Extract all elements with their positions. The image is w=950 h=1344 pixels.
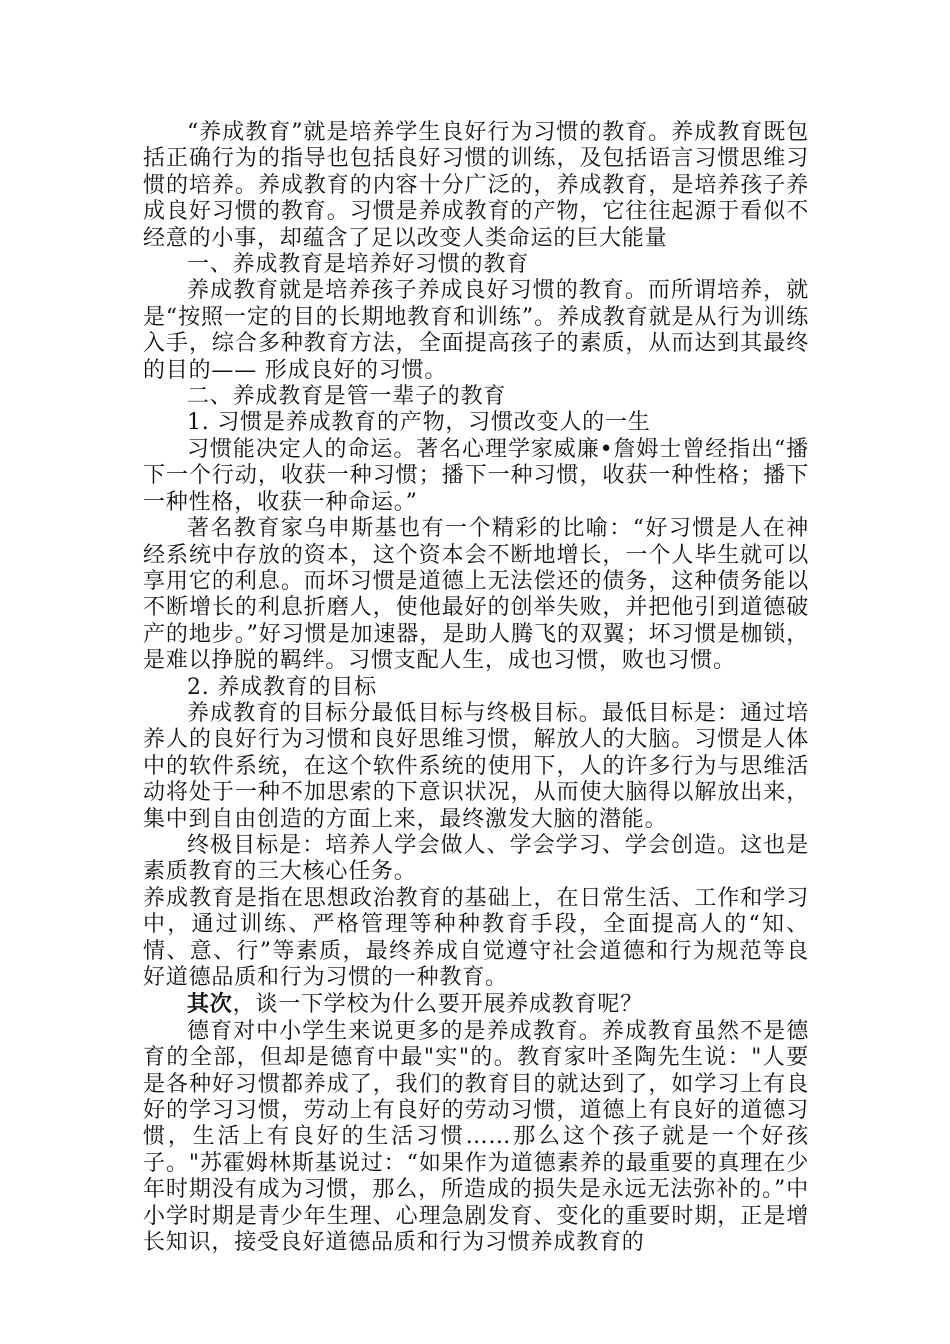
- subheading-2-1: 1. 习惯是养成教育的产物，习惯改变人的一生: [187, 410, 651, 436]
- paragraph-ultimate-goal: 终极目标是：培养人学会做人、学会学习、学会创造。这也是素质教育的三大核心任务。: [143, 832, 809, 885]
- paragraph-intro: “养成教育”就是培养学生良好行为习惯的教育。养成教育既包括正确行为的指导也包括良好习惯的训练，及包括语言习惯思维习惯的培养。养成教育的内容十分广泛的，养成教育，是培养孩子养成良好习惯的教育。习惯是养成教育的产物，它往往起源于看似不经意的小事，却蕴含了足以改变人类命运的巨大能量: [143, 120, 809, 251]
- paragraph-moral-education: 德育对中小学生来说更多的是养成教育。养成教育虽然不是德育的全部，但却是德育中最"实"的。教育家叶圣陶先生说："人要是各种好习惯都养成了，我们的教育目的就达到了，如学习上有良好的学习习惯，劳动上有良好的劳动习惯，道德上有良好的道德习惯，生活上有良好的生活习惯……那么这个孩子就是一个好孩子。"苏霍姆林斯基说过：“如果作为道德素养的最重要的真理在少年时期没有成为习惯，那么，所造成的损失是永远无法弥补的。”中小学时期是青少年生理、心理急剧发育、变化的重要时期，正是增长知识，接受良好道德品质和行为习惯养成教育的: [143, 1018, 809, 1256]
- paragraph-next-question: [143, 991, 809, 1018]
- section-heading-2: 二、养成教育是管一辈子的教育: [187, 384, 507, 410]
- subheading-2-2: 2. 养成教育的目标: [187, 674, 377, 700]
- paragraph-ushinsky-quote: 著名教育家乌申斯基也有一个精彩的比喻：“好习惯是人在神经系统中存放的资本，这个资本会不断地增长，一个人毕生就可以享用它的利息。而坏习惯是道德上无法偿还的债务，这种债务能以不断增长的利息折磨人，使他最好的创举失败，并把他引到道德破产的地步。”好习惯是加速器，是助人腾飞的双翼；坏习惯是枷锁，是难以挣脱的羁绊。习惯支配人生，成也习惯，败也习惯。: [143, 516, 809, 674]
- paragraph-james-quote: 习惯能决定人的命运。著名心理学家威廉•詹姆士曾经指出“播下一个行动，收获一种习惯；播下一种习惯，收获一种性格；播下一种性格，收获一种命运。”: [143, 436, 809, 515]
- document-body: [143, 120, 809, 1256]
- question-text: ，谈一下学校为什么要开展养成教育呢？: [232, 992, 644, 1018]
- paragraph-minimum-goal: 养成教育的目标分最低目标与终极目标。最低目标是：通过培养人的良好行为习惯和良好思维习惯，解放人的大脑。习惯是人体中的软件系统，在这个软件系统的使用下，人的许多行为与思维活动将处于一种不加思索的下意识状况，从而使大脑得以解放出来，集中到自由创造的方面上来，最终激发大脑的潜能。: [143, 700, 809, 832]
- paragraph-section-1: 养成教育就是培养孩子养成良好习惯的教育。而所谓培养，就是“按照一定的目的长期地教育和训练”。养成教育就是从行为训练入手，综合多种教育方法，全面提高孩子的素质，从而达到其最终的目的—— 形成良好的习惯。: [143, 278, 809, 383]
- section-heading-1: 一、养成教育是培养好习惯的教育: [187, 252, 530, 278]
- paragraph-definition: 养成教育是指在思想政治教育的基础上，在日常生活、工作和学习中，通过训练、严格管理等种种教育手段，全面提高人的“知、情、意、行”等素质，最终养成自觉遵守社会道德和行为规范等良好道德品质和行为习惯的一种教育。: [143, 885, 809, 990]
- bold-lead-word: 其次: [187, 991, 233, 1018]
